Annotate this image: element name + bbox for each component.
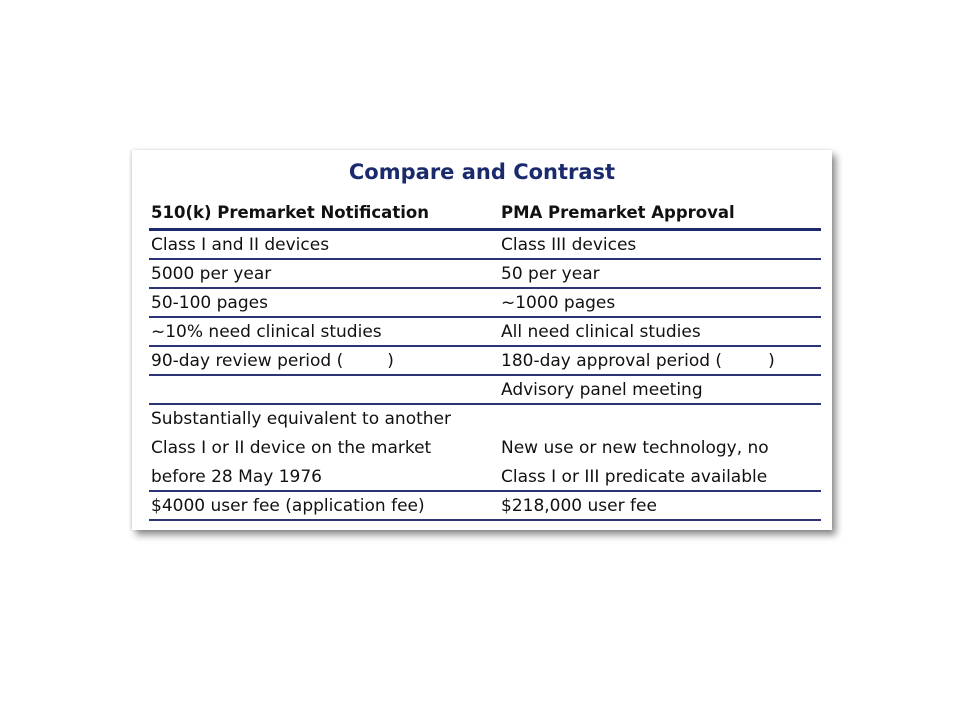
equivalence-line-1: Substantially equivalent to another	[151, 409, 451, 429]
cell-pma-device-class: Class III devices	[501, 235, 637, 255]
new-use-line-1	[501, 405, 821, 434]
cell-pma-pages: ~1000 pages	[501, 293, 616, 313]
cell-510k-fee: $4000 user fee (application fee)	[151, 496, 425, 516]
table-row	[149, 347, 821, 376]
cell-510k-volume: 5000 per year	[151, 264, 272, 284]
slide-title: Compare and Contrast	[348, 160, 616, 184]
cell-510k-review-period	[149, 347, 499, 374]
approval-period-close: )	[768, 351, 775, 371]
column-header-pma: PMA Premarket Approval	[501, 203, 735, 222]
cell-pma-clinical: All need clinical studies	[501, 322, 701, 342]
redaction-box	[722, 347, 768, 374]
approval-period-text: 180-day approval period (	[501, 351, 723, 371]
table-row	[149, 492, 821, 521]
compare-contrast-slide	[132, 150, 832, 530]
new-use-line-3: Class I or III predicate available	[501, 467, 768, 487]
cell-510k-device-class: Class I and II devices	[151, 235, 330, 255]
review-period-close: )	[387, 351, 394, 371]
cell-pma-advisory: Advisory panel meeting	[501, 380, 703, 400]
table-row	[149, 318, 821, 347]
table-row	[149, 376, 821, 405]
column-header-510k: 510(k) Premarket Notification	[151, 203, 429, 222]
cell-pma-approval-period	[499, 347, 821, 374]
table-header-row	[149, 198, 821, 231]
table-row	[149, 289, 821, 318]
equivalence-line-3: before 28 May 1976	[151, 467, 322, 487]
cell-pma-fee: $218,000 user fee	[501, 496, 657, 516]
table-row	[149, 260, 821, 289]
comparison-table	[149, 198, 821, 521]
redaction-box	[343, 347, 387, 374]
cell-510k-equivalence	[149, 405, 499, 490]
cell-510k-pages: 50-100 pages	[151, 293, 268, 313]
cell-510k-clinical: ~10% need clinical studies	[151, 322, 382, 342]
new-use-line-2: New use or new technology, no	[501, 438, 769, 458]
table-row	[149, 231, 821, 260]
cell-510k-empty	[149, 376, 499, 403]
equivalence-line-2: Class I or II device on the market	[151, 438, 432, 458]
cell-pma-volume: 50 per year	[501, 264, 600, 284]
cell-pma-new-use	[499, 405, 821, 490]
table-row	[149, 405, 821, 492]
review-period-text: 90-day review period (	[151, 351, 344, 371]
